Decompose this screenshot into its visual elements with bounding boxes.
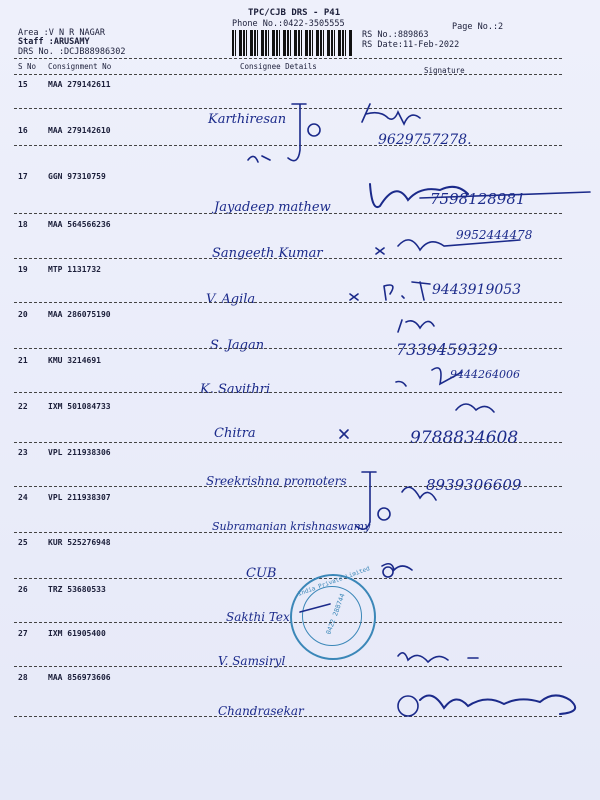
row-sno: 17 bbox=[18, 172, 28, 181]
row-consignment-no: MTP 1131732 bbox=[48, 265, 101, 274]
row-consignment-no: VPL 211938307 bbox=[48, 493, 111, 502]
consignee-phone: 9788834608 bbox=[410, 428, 519, 448]
office-phone: Phone No.:0422-3505555 bbox=[232, 19, 345, 29]
row-sno: 18 bbox=[18, 220, 28, 229]
stamp-center-text: 0422 288744 bbox=[324, 592, 347, 636]
consignee-name: Sreekrishna promoters bbox=[206, 474, 347, 488]
consignee-name: S. Jagan bbox=[210, 338, 265, 353]
document-title: TPC/CJB DRS - P41 bbox=[248, 8, 341, 18]
consignee-name: Subramanian krishnaswamy bbox=[212, 520, 371, 533]
consignee-phone: 9629757278. bbox=[378, 132, 472, 148]
row-consignment-no: GGN 97310759 bbox=[48, 172, 106, 181]
col-signature-header: Signature bbox=[424, 66, 465, 75]
row-consignment-no: KMU 3214691 bbox=[48, 356, 101, 365]
consignee-phone: 9444264006 bbox=[450, 368, 520, 381]
row-sno: 23 bbox=[18, 448, 28, 457]
row-sno: 21 bbox=[18, 356, 28, 365]
consignee-name: Jayadeep mathew bbox=[214, 200, 331, 215]
row-sno: 26 bbox=[18, 585, 28, 594]
consignee-phone: 8939306609 bbox=[426, 476, 522, 494]
consignee-name: V. Agila bbox=[206, 292, 256, 307]
col-consignment-header: Consignment No bbox=[48, 62, 112, 71]
row-consignment-no: VPL 211938306 bbox=[48, 448, 111, 457]
consignee-name: Sangeeth Kumar bbox=[212, 246, 323, 261]
row-consignment-no: MAA 564566236 bbox=[48, 220, 111, 229]
consignee-phone: 9443919053 bbox=[432, 282, 522, 298]
consignee-name: V. Samsiryl bbox=[218, 654, 286, 668]
rs-number: RS No.:889863 bbox=[362, 30, 429, 40]
row-consignment-no: IXM 61905400 bbox=[48, 629, 106, 638]
consignee-name: Chitra bbox=[214, 426, 256, 441]
row-sno: 15 bbox=[18, 80, 28, 89]
drs-number: DRS No. :DCJB88986302 bbox=[18, 47, 126, 57]
row-consignment-no: MAA 856973606 bbox=[48, 673, 111, 682]
rs-date: RS Date:11-Feb-2022 bbox=[362, 40, 460, 50]
row-consignment-no: IXM 501084733 bbox=[48, 402, 111, 411]
consignee-name: Sakthi Tex bbox=[226, 610, 290, 624]
row-consignment-no: MAA 286075190 bbox=[48, 310, 111, 319]
consignee-name: K. Savithri bbox=[200, 382, 271, 397]
page-number: Page No.:2 bbox=[452, 22, 504, 32]
area-label: Area :V N R NAGAR bbox=[18, 28, 105, 38]
row-sno: 24 bbox=[18, 493, 28, 502]
col-sno-header: S No bbox=[18, 62, 37, 71]
stamp-ring-text: India Private Limited bbox=[297, 565, 371, 598]
row-consignment-no: TRZ 53680533 bbox=[48, 585, 106, 594]
consignee-name: Chandrasekar bbox=[218, 704, 304, 718]
row-consignment-no: KUR 525276948 bbox=[48, 538, 111, 547]
consignee-name: Karthiresan bbox=[208, 112, 287, 127]
staff-label: Staff :ARUSAMY bbox=[18, 37, 90, 47]
consignee-phone: 9952444478 bbox=[456, 228, 533, 242]
row-sno: 28 bbox=[18, 673, 28, 682]
consignee-phone: 7339459329 bbox=[396, 340, 498, 359]
row-consignment-no: MAA 279142610 bbox=[48, 126, 111, 135]
row-consignment-no: MAA 279142611 bbox=[48, 80, 111, 89]
row-sno: 20 bbox=[18, 310, 28, 319]
row-sno: 22 bbox=[18, 402, 28, 411]
consignee-phone: 7598128981 bbox=[430, 190, 526, 208]
row-sno: 25 bbox=[18, 538, 28, 547]
consignee-name: CUB bbox=[246, 566, 277, 581]
row-sno: 16 bbox=[18, 126, 28, 135]
row-sno: 19 bbox=[18, 265, 28, 274]
col-consignee-header: Consignee Details bbox=[240, 62, 317, 71]
row-sno: 27 bbox=[18, 629, 28, 638]
signature-mark bbox=[288, 104, 306, 161]
